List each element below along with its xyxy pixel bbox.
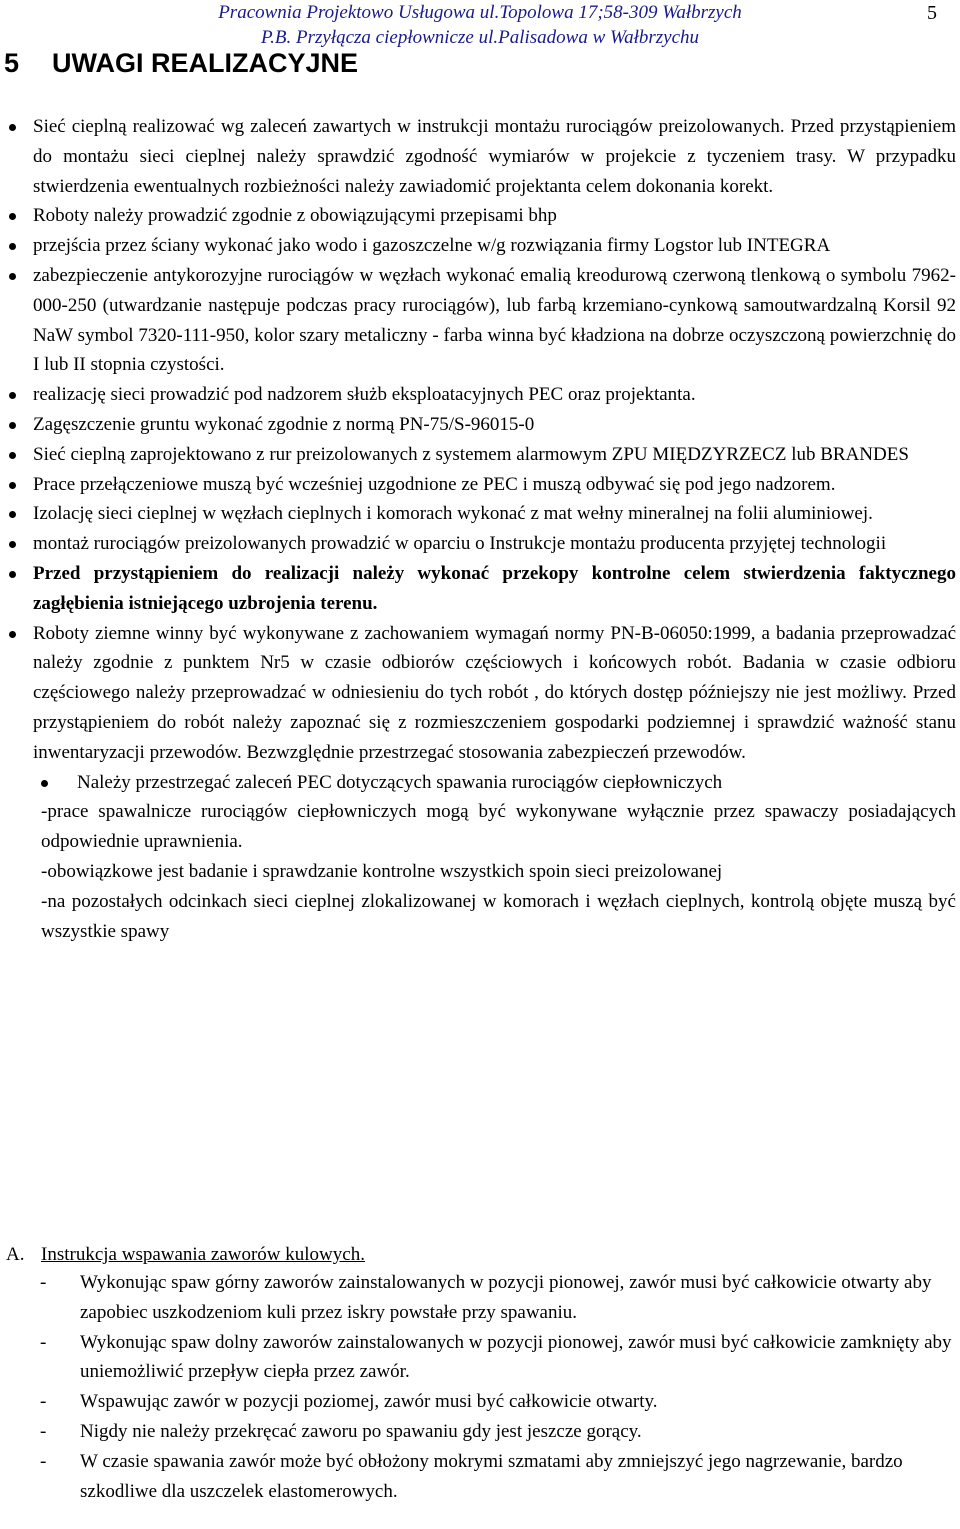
list-item: Sieć cieplną realizować wg zaleceń zawartych w instrukcji montażu rurociągów preizolowanych. Przed przystąpieniem do montażu sieci cieplnej należy sprawdzić zgodność wymiarów w projekcie z tyczeniem trasy. W przypadku stwierdzenia ewentualnych rozbieżności należy zawiadomić projektanta celem dokonania korekt. [0,112,960,201]
section-number: 5 [4,48,20,78]
list-item: Roboty ziemne winny być wykonywane z zachowaniem wymagań normy PN-B-06050:1999, a badania przeprowadzać należy zgodnie z punktem Nr5 w czasie odbiorów częściowych i końcowych robót. Badania w czasie odbioru częściowego należy przeprowadzać w odniesieniu do tych robót , do których dostęp późniejszy nie jest możliwy. Przed przystąpieniem do robót należy zapoznać się z rozmieszczeniem gospodarki podziemnej i sprawdzić ważność stanu inwentaryzacji przewodów. Bezwzględnie przestrzegać stosowania zabezpieczeń przewodów. [0,619,960,768]
section-title: UWAGI REALIZACYJNE [52,48,359,78]
list-item-welding: Należy przestrzegać zaleceń PEC dotyczących spawania rurociągów ciepłowniczych [0,768,960,798]
dash-item: - Wykonując spaw górny zaworów zainstalowanych w pozycji pionowej, zawór musi być całkowicie otwarty aby zapobiec uszkodzeniom kuli przez iskry powstałe przy spawaniu. [40,1272,932,1323]
dash-item: - Wspawując zawór w pozycji poziomej, zawór musi być całkowicie otwarty. [40,1391,658,1413]
list-item: montaż rurociągów preizolowanych prowadzić w oparciu o Instrukcje montażu producenta przyjętej technologii [0,529,960,559]
list-item: realizację sieci prowadzić pod nadzorem służb eksploatacyjnych PEC oraz projektanta. [0,380,960,410]
list-item: przejścia przez ściany wykonać jako wodo i gazoszczelne w/g rozwiązania firmy Logstor lub INTEGRA [0,231,960,261]
list-item-bold: Przed przystąpieniem do realizacji należy wykonać przekopy kontrolne celem stwierdzenia faktycznego zagłębienia istniejącego uzbrojenia terenu. [0,559,960,619]
valve-instructions-list [0,1268,960,1506]
header-line-company: Pracownia Projektowo Usługowa ul.Topolowa 17;58-309 Wałbrzych [218,2,742,23]
header-line-project: P.B. Przyłącza ciepłownicze ul.Palisadowa w Wałbrzychu [260,27,700,48]
dash-item-text: Wykonując spaw górny zaworów zainstalowanych w pozycji pionowej, zawór musi być całkowicie otwarty aby zapobiec uszkodzeniom kuli przez iskry powstałe przy spawaniu. [80,1272,932,1323]
dash-item: - Nigdy nie należy przekręcać zaworu po spawaniu gdy jest jeszcze gorący. [40,1420,642,1442]
list-subitem: -prace spawalnicze rurociągów ciepłowniczych mogą być wykonywane wyłącznie przez spawaczy posiadających odpowiednie uprawnienia. [41,801,956,853]
document-header [160,0,800,50]
list-item: Sieć cieplną zaprojektowano z rur preizolowanych z systemem alarmowym ZPU MIĘDZYRZECZ lub BRANDES [0,440,960,470]
list-item: Roboty należy prowadzić zgodnie z obowiązującymi przepisami bhp [0,201,960,231]
dash-item: - Wykonując spaw dolny zaworów zainstalowanych w pozycji pionowej, zawór musi być całkowicie zamknięty aby uniemożliwić przepływ ciepła przez zawór. [40,1331,952,1383]
list-item: Prace przełączeniowe muszą być wcześniej uzgodnione ze PEC i muszą odbywać się pod jego nadzorem. [0,470,960,500]
dash-item-text: Nigdy nie należy przekręcać zaworu po spawaniu gdy jest jeszcze gorący. [80,1420,642,1442]
requirements-list [0,112,960,946]
list-subitem: -obowiązkowe jest badanie i sprawdzanie kontrolne wszystkich spoin sieci preizolowanej [41,860,723,882]
dash-item-text: W czasie spawania zawór może być obłożony mokrymi szmatami aby zmniejszyć jego nagrzewanie, bardzo szkodliwe dla uszczelek elastomerowych. [80,1450,903,1502]
list-item: zabezpieczenie antykorozyjne rurociągów w węzłach wykonać emalią kreodurową czerwoną tlenkową o symbolu 7962-000-250 (utwardzanie następuje podczas pracy rurociągów), lub farbą krzemiano-cynkową samoutwardzalną Korsil 92 NaW symbol 7320-111-950, kolor szary metaliczny - farba winna być kładziona na dobrze oczyszczoną powierzchnię do I lub II stopnia czystości. [0,261,960,380]
dash-item-text: Wspawując zawór w pozycji poziomej, zawór musi być całkowicie otwarty. [80,1391,658,1413]
dash-item-text: Wykonując spaw dolny zaworów zainstalowanych w pozycji pionowej, zawór musi być całkowicie zamknięty aby uniemożliwić przepływ ciepła przez zawór. [80,1331,952,1383]
dash-item: - W czasie spawania zawór może być obłożony mokrymi szmatami aby zmniejszyć jego nagrzewanie, bardzo szkodliwe dla uszczelek elastomerowych. [40,1450,903,1502]
section-a-label: A. [6,1244,25,1265]
list-subitem: -na pozostałych odcinkach sieci cieplnej zlokalizowanej w komorach i węzłach cieplnych, kontrolą objęte muszą być wszystkie spawy [41,890,956,942]
section-a-title: Instrukcja wspawania zaworów kulowych. [41,1244,365,1265]
page-number: 5 [927,2,937,24]
list-item: Zagęszczenie gruntu wykonać zgodnie z normą PN-75/S-96015-0 [0,410,960,440]
list-item: Izolację sieci cieplnej w węzłach cieplnych i komorach wykonać z mat wełny mineralnej na folii aluminiowej. [0,499,960,529]
